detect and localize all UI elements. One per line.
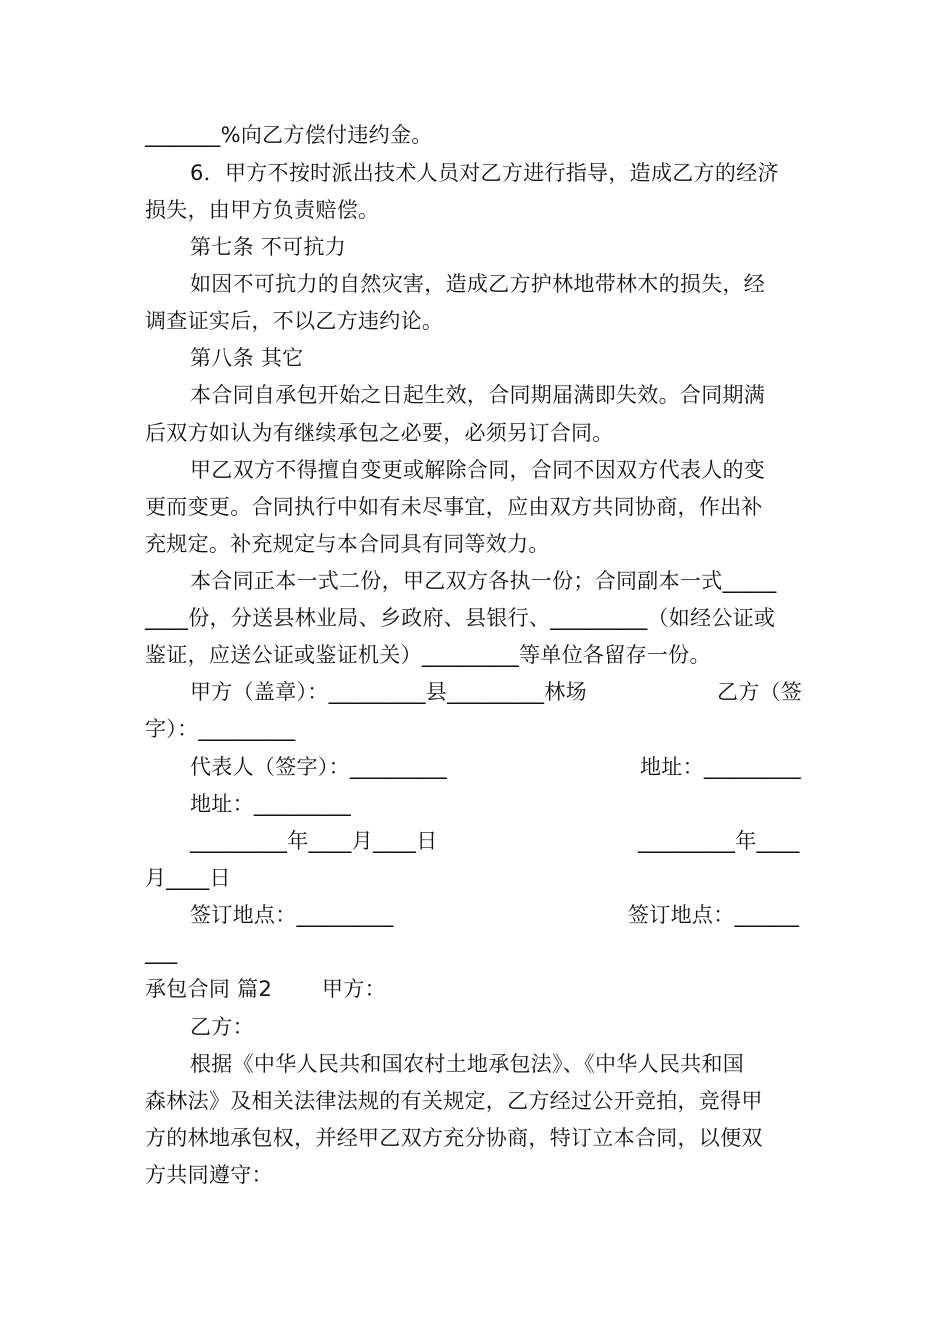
- section2-party-a: 甲方：: [322, 977, 386, 1001]
- section-heading: 第七条 不可抗力: [190, 235, 347, 259]
- section-heading: 第八条 其它: [190, 346, 304, 370]
- text-line: 鉴证，应送公证或鉴证机关）_________等单位各留存一份。: [145, 643, 711, 667]
- representative-a: 代表人（签字）：_________: [190, 755, 448, 779]
- text-line: 6．甲方不按时派出技术人员对乙方进行指导，造成乙方的经济: [190, 161, 779, 185]
- section2-party-b: 乙方：: [190, 1015, 254, 1039]
- text-line: 更而变更。合同执行中如有未尽事宜，应由双方共同协商，作出补: [145, 495, 763, 519]
- party-b-sign: 乙方（签: [717, 680, 803, 704]
- signing-place-b-cont: ___: [145, 940, 178, 964]
- signing-place-b: 签订地点：______: [628, 903, 800, 927]
- text-line: 方共同遵守：: [145, 1163, 273, 1187]
- text-line: 本合同自承包开始之日起生效，合同期届满即失效。合同期满: [190, 383, 766, 407]
- date-a: _________年____月____日: [190, 829, 438, 853]
- text-line: 甲乙双方不得擅自变更或解除合同，合同不因双方代表人的变: [190, 458, 766, 482]
- address-b: 地址：_________: [640, 755, 802, 779]
- date-b-cont: 月____日: [145, 866, 231, 890]
- text-line: 损失，由甲方负责赔偿。: [145, 198, 380, 222]
- section2-heading: 承包合同 篇2: [145, 977, 273, 1001]
- text-line: ____份，分送县林业局、乡政府、县银行、_________（如经公证或: [145, 606, 776, 630]
- date-b: _________年____: [638, 829, 800, 853]
- signing-place-a: 签订地点：_________: [190, 903, 394, 927]
- party-a-seal: 甲方（盖章）：_________县_________林场: [190, 680, 587, 704]
- text-line: 方的林地承包权，并经甲乙双方充分协商，特订立本合同，以便双: [145, 1126, 763, 1150]
- text-line: 如因不可抗力的自然灾害，造成乙方护林地带林木的损失，经: [190, 272, 766, 296]
- text-line: _______%向乙方偿付违约金。: [145, 123, 433, 147]
- party-b-sign-cont: 字）：_________: [145, 717, 296, 741]
- text-line: 后双方如认为有继续承包之必要，必须另订合同。: [145, 421, 614, 445]
- text-line: 本合同正本一式二份，甲乙双方各执一份；合同副本一式_____: [190, 569, 777, 593]
- text-line: 调查证实后，不以乙方违约论。: [145, 309, 444, 333]
- address-a: 地址：_________: [190, 792, 352, 816]
- text-line: 根据《中华人民共和国农村土地承包法》、《中华人民共和国: [190, 1052, 745, 1076]
- text-line: 充规定。补充规定与本合同具有同等效力。: [145, 532, 550, 556]
- text-line: 森林法》及相关法律法规的有关规定，乙方经过公开竞拍，竞得甲: [145, 1089, 763, 1113]
